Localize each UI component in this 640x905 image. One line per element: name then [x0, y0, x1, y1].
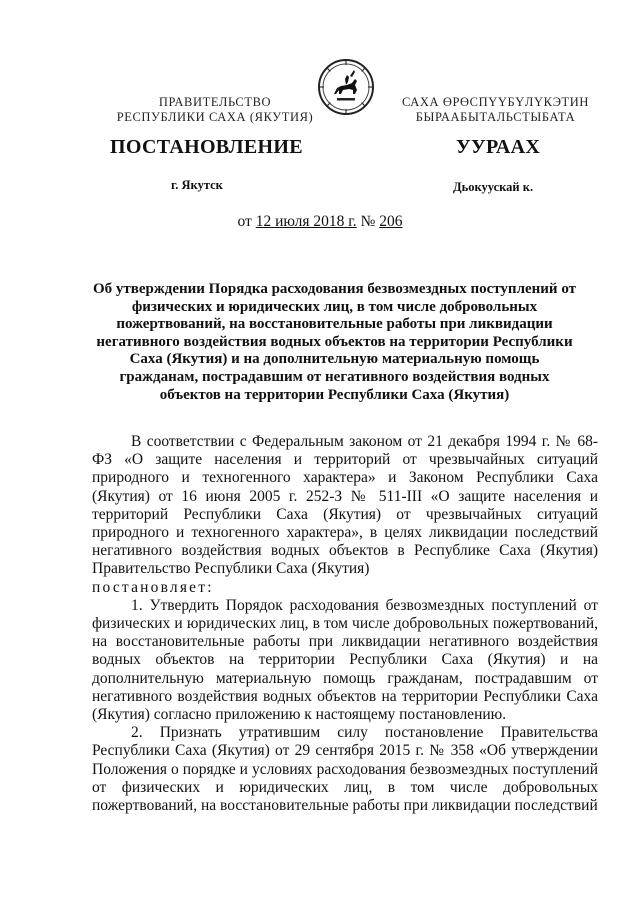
coat-of-arms-emblem [317, 58, 375, 116]
header-right [388, 95, 603, 125]
paragraph-1: 1. Утвердить Порядок расходования безвозмездных поступлений от физических и юридических лиц, в том числе добровольных пожертвований, на восстановительные работы при ликвидации негативного воздействия водных объектов на территории Республики Саха (Якутия) и на дополнительную материальную помощь гражданам, пострадавшим от негативного воздействия водных объектов на территории Республики Саха (Якутия) согласно приложению к настоящему постановлению. [92, 596, 598, 724]
header-right-line2: БЫРААБЫТАЛЬСТЫБАТА [415, 110, 576, 124]
preamble-text: В соответствии с Федеральным законом от 21 декабря 1994 г. № 68-ФЗ «О защите населения и территорий от чрезвычайных ситуаций природного и техногенного характера» и Законом Республики Саха (Якутия) от 16 июня 2005 г. 252-З № 511-III «О защите населения и территорий Республики Саха (Якутия) от чрезвычайных ситуаций природного и техногенного характера», в целях ликвидации последствий негативного воздействия водных объектов в Республике Саха (Якутия) Правительство Республики Саха (Якутия) [92, 433, 598, 578]
document-date: 12 июля 2018 г. [255, 213, 357, 230]
document-number: 206 [379, 213, 403, 230]
city-ru: г. Якутск [171, 178, 223, 192]
date-prefix: от [237, 213, 256, 230]
header-left [110, 95, 320, 125]
city-sah: Дьокуускай к. [453, 180, 534, 194]
number-sign: № [356, 213, 380, 230]
document-body [92, 433, 598, 815]
header-right-line1: САХА ӨРӨСПҮҮБҮЛҮКЭТИН [401, 95, 590, 109]
paragraph-2: 2. Признать утратившим силу постановление Правительства Республики Саха (Якутия) от 29 сентября 2015 г. № 358 «Об утверждении Положения о порядке и условиях расходования безвозмездных поступлений от физических и юридических лиц, в том числе добровольных пожертвований, на восстановительные работы при ликвидации последствий [92, 724, 598, 815]
title-sah: УУРААХ [456, 136, 541, 158]
resolves-word: постановляет: [92, 578, 214, 596]
title-ru: ПОСТАНОВЛЕНИЕ [110, 136, 303, 158]
header-left-line2: РЕСПУБЛИКИ САХА (ЯКУТИЯ) [116, 110, 314, 124]
document-title: Об утверждении Порядка расходования безвозмездных поступлений от физических и юридических лиц, в том числе добровольных пожертвований, на восстановительные работы при ликвидации негативного воздействия водных объектов на территории Республики Саха (Якутия) и на дополнительную материальную помощь гражданам, пострадавшим от негативного воздействия водных объектов на территории Республики Саха (Якутия) [93, 281, 576, 403]
header-left-line1: ПРАВИТЕЛЬСТВО [158, 95, 272, 109]
date-line [0, 213, 640, 231]
paragraph-preamble [92, 433, 598, 597]
